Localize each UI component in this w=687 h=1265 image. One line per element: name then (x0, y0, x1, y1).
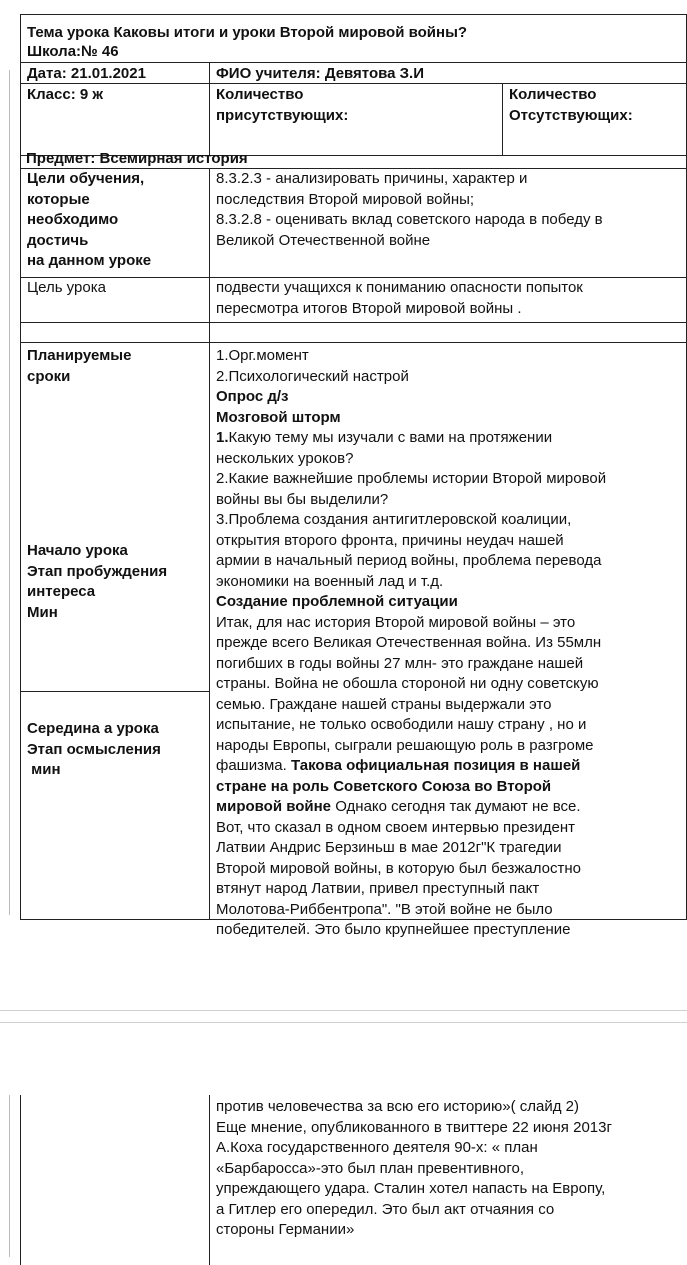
content-line: погибших в годы войны 27 млн- это граждане нашей (216, 654, 584, 672)
absent-label-2: Отсутствующих: (509, 106, 633, 124)
content-line: Вот, что сказал в одном своем интервью президент (216, 818, 575, 836)
middle-label-cell (20, 691, 210, 920)
goals-text-line: 8.3.2.8 - оценивать вклад советского народа в победу в (216, 211, 603, 228)
content-bold: Такова официальная позиция в нашей (290, 757, 581, 774)
content-line: семью. Граждане нашей страны выдержали это (216, 695, 552, 713)
lesson-topic: Тема урока Каковы итоги и уроки Второй мировой войны? (27, 24, 468, 41)
page-separator (0, 1010, 687, 1011)
content-line: войны вы бы выделили? (216, 490, 389, 508)
start-stage-line: Начало урока (27, 542, 128, 559)
lesson-goal-line: подвести учащихся к пониманию опасности попыток (216, 279, 583, 296)
content-line: армии в начальный период войны, проблема перевода (216, 552, 602, 569)
content-bold: мировой войне (216, 798, 332, 815)
content-line: 3.Проблема создания антигитлеровской коалиции, (216, 511, 572, 528)
planned-label-line: Планируемые (27, 347, 132, 364)
present-label-1: Количество (216, 86, 304, 103)
content-line: Молотова-Риббентропа". "В этой войне не было (216, 900, 553, 918)
content-line (216, 428, 680, 449)
absent-label-1: Количество (509, 86, 597, 103)
page2-content-cell (209, 1095, 687, 1265)
content-line: упреждающего удара. Сталин хотел напасть на Европу, (216, 1180, 606, 1197)
left-margin-mark (0, 1095, 10, 1257)
content-heading: Опрос д/з (216, 388, 289, 405)
class-cell (20, 83, 210, 156)
left-margin-mark (0, 70, 10, 915)
middle-stage-line: мин (27, 761, 61, 778)
present-label-2: присутствующих: (216, 106, 349, 124)
content-line: Латвии Андрис Берзиньш в мае 2012г"К трагедии (216, 839, 562, 856)
content-line: народы Европы, сыграли решающую роль в разгроме (216, 736, 594, 754)
content-text: Однако сегодня так думают не все. (331, 798, 581, 815)
lesson-plan-page-2 (20, 1095, 687, 1257)
lesson-date: Дата: 21.01.2021 (27, 65, 146, 82)
lesson-goal-label: Цель урока (27, 279, 106, 296)
start-stage-line: Этап пробуждения (27, 562, 168, 580)
content-line: открытия второго фронта, причины неудач нашей (216, 531, 564, 549)
goals-label-line: Цели обучения, (27, 170, 145, 187)
goals-text-line: последствия Второй мировой войны; (216, 190, 475, 208)
planned-label-line: сроки (27, 367, 71, 385)
planned-label-cell (20, 342, 210, 692)
goals-label-line: которые (27, 190, 90, 208)
content-line (216, 797, 680, 818)
lesson-goal-line: пересмотра итогов Второй мировой войны . (216, 299, 522, 317)
content-bold-line: стране на роль Советского Союза во Второй (216, 777, 552, 795)
content-line: против человечества за всю его историю»( слайд 2) (216, 1098, 579, 1115)
content-line: испытание, не только освободили нашу страну , но и (216, 716, 587, 733)
lesson-content-cell (209, 342, 687, 938)
goals-label-line: достичь (27, 231, 89, 249)
content-line: Второй мировой войны, в которую был безжалостно (216, 859, 582, 877)
goals-label-line: необходимо (27, 211, 119, 228)
middle-stage-line: Этап осмысления (27, 740, 161, 758)
content-line: стороны Германии» (216, 1221, 355, 1238)
lesson-plan-page-1 (20, 14, 687, 938)
content-text: фашизма. (216, 757, 291, 774)
lesson-goal-text-cell (209, 277, 687, 323)
content-line: 2.Какие важнейшие проблемы истории Второй мировой (216, 470, 607, 487)
content-line: втянут народ Латвии, привел преступный пакт (216, 880, 540, 897)
question-text: Какую тему мы изучали с вами на протяжении (228, 429, 553, 446)
class-name: Класс: 9 ж (27, 86, 104, 103)
content-line: прежде всего Великая Отечественная война. Из 55млн (216, 634, 602, 651)
present-cell (209, 83, 503, 156)
empty-row-right (209, 322, 687, 343)
date-cell (20, 62, 210, 84)
goals-text-line: Великой Отечественной войне (216, 231, 431, 249)
content-line: страны. Война не обошла стороной ни одну советскую (216, 675, 599, 692)
empty-row-left (20, 322, 210, 343)
content-line: победителей. Это было крупнейшее преступление (216, 921, 571, 938)
topic-cell (20, 14, 687, 63)
lesson-goal-label-cell (20, 277, 210, 323)
content-line: А.Коха государственного деятеля 90-х: « план (216, 1139, 538, 1156)
content-line: 1.Орг.момент (216, 347, 309, 364)
question-number: 1. (216, 429, 229, 446)
content-line: а Гитлер его опередил. Это был акт отчаяния со (216, 1200, 555, 1218)
content-line: 2.Психологический настрой (216, 367, 409, 385)
content-line: экономики на военный лад и т.д. (216, 572, 444, 590)
page-separator (0, 1022, 687, 1023)
goals-label-cell (20, 168, 210, 278)
page2-left-cell (20, 1095, 210, 1265)
teacher-name: ФИО учителя: Девятова З.И (216, 65, 425, 82)
content-line: нескольких уроков? (216, 449, 354, 467)
content-heading: Мозговой шторм (216, 408, 341, 426)
content-line: Еще мнение, опубликованного в твиттере 22 июня 2013г (216, 1118, 612, 1136)
content-line (216, 756, 680, 777)
school-number: Школа:№ 46 (27, 43, 119, 60)
middle-stage-line: Середина а урока (27, 720, 159, 737)
goals-text-cell (209, 168, 687, 278)
content-line: Итак, для нас история Второй мировой войны – это (216, 613, 576, 631)
teacher-cell (209, 62, 687, 84)
goals-text-line: 8.3.2.3 - анализировать причины, характер и (216, 170, 528, 187)
goals-label-line: на данном уроке (27, 252, 152, 269)
absent-cell (502, 83, 687, 156)
subject-text-cell (20, 149, 687, 169)
start-stage-line: Мин (27, 603, 58, 621)
content-line: «Барбаросса»-это был план превентивного, (216, 1159, 525, 1177)
content-heading: Создание проблемной ситуации (216, 593, 458, 610)
subject: Предмет: Всемирная история (26, 150, 248, 167)
start-stage-line: интереса (27, 583, 96, 600)
